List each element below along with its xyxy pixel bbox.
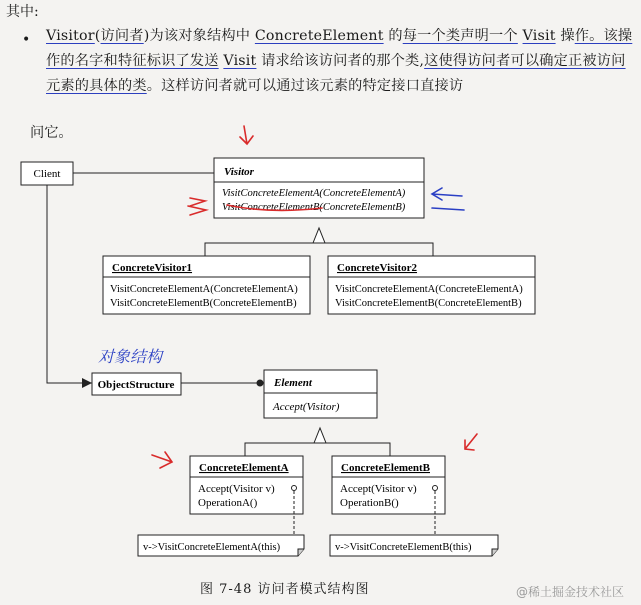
bullet-mark: •: [22, 32, 31, 48]
text-cao: 操: [555, 28, 575, 44]
concrete-visitor1-name: ConcreteVisitor1: [112, 262, 193, 274]
concrete-visitor2-op-b: VisitConcreteElementB(ConcreteElementB): [335, 298, 522, 309]
concrete-element-b-op-operation: OperationB(): [340, 497, 399, 509]
text-so-visitor: 这使得访问者: [424, 53, 511, 69]
blue-arrow-mark-icon: [432, 208, 464, 210]
element-class-name: Element: [274, 377, 312, 389]
concrete-element-b-op-accept: Accept(Visitor v): [340, 483, 417, 495]
inherit-triangle: [313, 228, 325, 243]
note-anchor-a: [292, 486, 297, 491]
element-inherit-branch: [245, 443, 390, 456]
text-visit-1: Visit: [522, 28, 556, 44]
red-pointer-mark-icon: [152, 452, 172, 468]
blue-annotations: [432, 188, 464, 210]
client-objectstructure-association: [47, 185, 92, 383]
handwritten-label: 对象结构: [98, 347, 163, 366]
text-structure: )为该对象结构中: [143, 28, 255, 44]
text-request: 请求给该访问者的那个类,: [256, 53, 425, 69]
client-label: Client: [33, 168, 61, 180]
concrete-element-a-name: ConcreteElementA: [199, 462, 289, 474]
concrete-element-b-name: ConcreteElementB: [341, 462, 430, 474]
arrowhead: [82, 378, 92, 388]
concrete-visitor1-op-a: VisitConcreteElementA(ConcreteElementA): [110, 284, 298, 295]
inherit-triangle: [314, 428, 326, 443]
objectstructure-label: ObjectStructure: [97, 379, 175, 391]
concrete-element-a-op-operation: OperationA(): [198, 497, 258, 509]
visitor-op-b: VisitConcreteElementB(ConcreteElementB): [222, 202, 406, 213]
text-determine-class: 可以确定正被访问元素的具体的类: [46, 53, 626, 94]
text-de: 的: [383, 28, 403, 44]
concrete-visitor2-op-a: VisitConcreteElementA(ConcreteElementA): [335, 284, 523, 295]
red-check-mark-icon: [240, 126, 253, 144]
visitor-inherit-branch: [205, 243, 433, 256]
blue-arrow-mark-icon: [432, 188, 462, 200]
text-visitor: Visitor: [46, 28, 95, 44]
text-paren-open: (: [94, 28, 101, 44]
note-anchor-b: [433, 486, 438, 491]
aggregation-dot: [257, 380, 264, 387]
red-pointer-mark-icon: [465, 434, 477, 450]
figure-caption: 图 7-48 访问者模式结构图: [200, 582, 370, 597]
watermark: @稀土掘金技术社区: [516, 585, 625, 599]
red-arrow-mark-icon: [188, 198, 206, 215]
concrete-element-a-op-accept: Accept(Visitor v): [198, 483, 275, 495]
visitor-class-name: Visitor: [224, 166, 254, 178]
text-direct-access: 。这样访问者就可以通过该元素的特定接口直接访: [146, 78, 464, 94]
concrete-visitor1-op-b: VisitConcreteElementB(ConcreteElementB): [110, 298, 297, 309]
text-each-class: 每一个类声明一个: [402, 28, 518, 44]
section-heading: 其中:: [6, 4, 39, 20]
element-op: Accept(Visitor): [273, 401, 340, 413]
text-concrete-element: ConcreteElement: [254, 28, 384, 44]
text-visitor-cn: 访问者: [100, 28, 144, 44]
text-visit-2: Visit: [223, 53, 257, 69]
visitor-op-a: VisitConcreteElementA(ConcreteElementA): [222, 188, 406, 199]
note-b-text: v->VisitConcreteElementB(this): [335, 542, 472, 553]
concrete-visitor2-name: ConcreteVisitor2: [337, 262, 418, 274]
text-operation-name: 作。该操作的名字和特征标识了发送: [46, 28, 633, 69]
paragraph-tail: 问它。: [30, 125, 73, 141]
note-a-text: v->VisitConcreteElementA(this): [143, 542, 281, 553]
